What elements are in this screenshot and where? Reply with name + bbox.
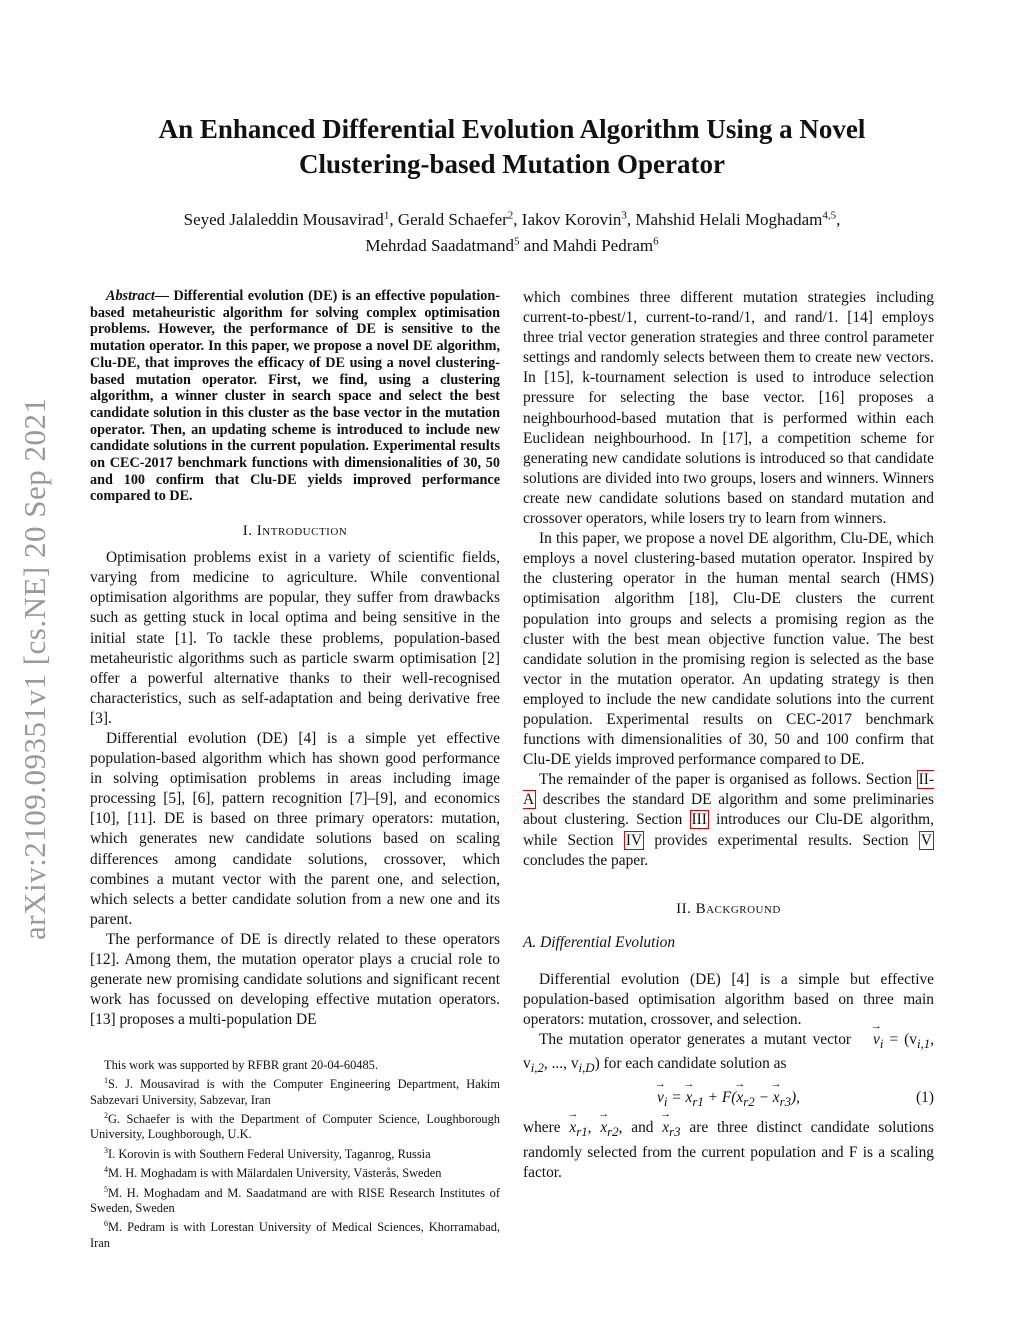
section-link-IV[interactable]: IV <box>625 831 643 849</box>
footnote: $^5$M. H. Moghadam and M. Saadatmand are with RISE Research Institutes of Sweden, Sweden <box>90 1184 500 1215</box>
intro-continuation: which combines three different mutation strategies including current-to-pbest/1, current-to-rand/1, and rand/1. [14] employs three trial vector generation strategies and three control parameter settings and randomly selects between them to create new vectors. In [15], k-tournament selection is used to introduce selection pressure for selecting the base vector. [16] proposes a neighbourhood-based mutation that is performed within each Euclidean neighbourhood. In [17], a competition scheme for generating new candidate solutions is introduced so that candidate solutions are divided into two groups, losers and winners. Winners create new candidate solutions based on standard mutation and crossover operators, while losers try to learn from winners. <box>523 289 934 528</box>
background-paragraph-where: where → $x_{r1}$, → $x_{r2}$, and → $x_{r3}$ are three distinct candidate solutions randomly selected from the current population and F is a scaling factor. <box>523 1118 934 1182</box>
intro-paragraph: Optimisation problems exist in a variety of scientific fields, varying from medicine to agriculture. While conventional optimisation algorithms are popular, they suffer from drawbacks such as getting stuck in local optima and being sensitive in the initial state [1]. To tackle these problems, population-based metaheuristic algorithms such as particle swarm optimisation [2] offer a powerful alternative thanks to their well-recognised characteristics, such as self-adaptation and being derivative free [3]. <box>90 549 500 727</box>
left-column <box>90 288 500 1030</box>
abstract-label: Abstract <box>106 288 155 304</box>
footnote: $^4$M. H. Moghadam is with Mälardalen University, Västerås, Sweden <box>104 1165 442 1181</box>
background-paragraph: Differential evolution (DE) [4] is a simple but effective population-based optimisation algorithm based on three main operators: mutation, crossover, and selection. <box>523 970 934 1028</box>
author-name: Mehrdad Saadatmand <box>365 236 515 255</box>
author-list <box>110 207 914 259</box>
section-heading-background: II. Background <box>676 900 781 917</box>
section-link-III[interactable]: III <box>691 811 707 829</box>
author-name: Mahshid Helali Moghadam <box>635 210 823 229</box>
intro-paragraph-proposal: In this paper, we propose a novel DE algorithm, Clu-DE, which employs a novel clustering-based mutation operator. Inspired by the clustering operator in the human mental search (HMS) optimisation algorithm [18], Clu-DE clusters the current population into groups and selects a promising region as the cluster with the best mean objective function value. The best candidate solution in the promising region is selected as the base vector in the mutation operator. An updating strategy is then employed to include the new candidate solutions into the current population. Experimental results on CEC-2017 benchmark functions with dimensionalities of 30, 50 and 100 confirm that Clu-DE yields improved performance compared to DE. <box>523 530 934 769</box>
equation-number: (1) <box>916 1089 934 1107</box>
intro-paragraph: Differential evolution (DE) [4] is a simple yet effective population-based algorithm which has shown good performance in solving optimisation problems in areas including image processing [5], [6], pattern recognition [7]–[9], and economics [10], [11]. DE is based on three primary operators: mutation, which generates new candidate solutions based on scaling differences among candidate solutions, crossover, which combines a mutant vector with the parent one, and selection, which selects a better candidate solution from a new one and its parent. <box>90 729 500 928</box>
equation-1: → $v_i$ = → $x_{r1} + F(\to x_{r2}$ − → $x_{r3}$), (1) <box>523 1078 934 1118</box>
author-name: Gerald Schaefer <box>397 210 508 229</box>
author-name: Seyed Jalaleddin Mousavirad <box>183 210 384 229</box>
section-heading-introduction: I. Introduction <box>242 523 348 540</box>
author-name: Iakov Korovin <box>521 210 622 229</box>
author-line-1: Seyed Jalaleddin Mousavirad$^1$, Gerald Schaefer$^2$, Iakov Korovin$^3$, Mahshid Helali Moghadam$^{4,5}$, <box>183 209 841 229</box>
footnote: This work was supported by RFBR grant 20-04-60485. <box>104 1058 378 1072</box>
footnote: $^2$G. Schaefer is with the Department of Computer Science, Loughborough University, Loughborough, U.K. <box>90 1111 500 1142</box>
intro-paragraph: The performance of DE is directly related to these operators [12]. Among them, the mutation operator plays a crucial role to generate new promising candidate solutions and significant recent work has focussed on developing effective mutation operators. [13] proposes a multi-population DE <box>90 930 500 1029</box>
footnote: $^3$I. Korovin is with Southern Federal University, Taganrog, Russia <box>104 1145 431 1161</box>
intro-paragraph-organisation: The remainder of the paper is organised as follows. Section II-A describes the standard DE algorithm and some preliminaries about clustering. Section III introduces our Clu-DE algorithm, while Section IV provides experimental results. Section V concludes the paper. <box>523 771 934 869</box>
footnote: $^1$S. J. Mousavirad is with the Computer Engineering Department, Hakim Sabzevari University, Sabzevar, Iran <box>90 1076 500 1107</box>
abstract-text: Differential evolution (DE) is an effective population-based metaheuristic algorithm for solving complex optimisation problems. However, the performance of DE is sensitive to the mutation operator. In this paper, we propose a novel DE algorithm, Clu-DE, that improves the efficacy of DE using a novel clustering-based mutation operator. First, we find, using a clustering algorithm, a winner cluster in search space and select the best candidate solution in this cluster as the base vector in the mutation operator. Then, an updating scheme is introduced to include new candidate solutions in the current population. Experimental results on CEC-2017 benchmark functions with dimensionalities of 30, 50 and 100 confirm that Clu-DE yields improved performance compared to DE. <box>90 288 500 505</box>
section-link-V[interactable]: V <box>920 831 932 849</box>
footnote: $^6$M. Pedram is with Lorestan University of Medical Sciences, Khorramabad, Iran <box>90 1219 500 1250</box>
arxiv-identifier: arXiv:2109.09351v1 [cs.NE] 20 Sep 2021 <box>17 397 52 940</box>
author-line-2: Mehrdad Saadatmand$^5$ and Mahdi Pedram$^6$ <box>365 235 659 255</box>
section-link-II-A[interactable]: II-A <box>523 771 934 809</box>
author-name: Mahdi Pedram <box>552 236 654 255</box>
subsection-heading: A. Differential Evolution <box>523 933 676 951</box>
paper-title: An Enhanced Differential Evolution Algorithm Using a Novel Clustering-based Mutation Operator <box>158 114 866 179</box>
background-paragraph-mutation: The mutation operator generates a mutant vector → $v_i = (v_{i,1}$, $v_{i,2}$, ..., $v_{i,D}$) for each candidate solution as <box>523 1030 934 1078</box>
abstract: Abstract— Differential evolution (DE) is an effective population-based metaheuristic algorithm for solving complex optimisation problems. However, the performance of DE is sensitive to the mutation operator. In this paper, we propose a novel DE algorithm, Clu-DE, that improves the efficacy of DE using a novel clustering-based mutation operator. First, we find, using a clustering algorithm, a winner cluster in search space and select the best candidate solution in this cluster as the base vector in the mutation operator. Then, an updating scheme is introduced to include new candidate solutions in the current population. Experimental results on CEC-2017 benchmark functions with dimensionalities of 30, 50 and 100 confirm that Clu-DE yields improved performance compared to DE. <box>90 288 500 505</box>
footnotes <box>90 1058 500 1251</box>
right-column <box>523 288 934 1183</box>
